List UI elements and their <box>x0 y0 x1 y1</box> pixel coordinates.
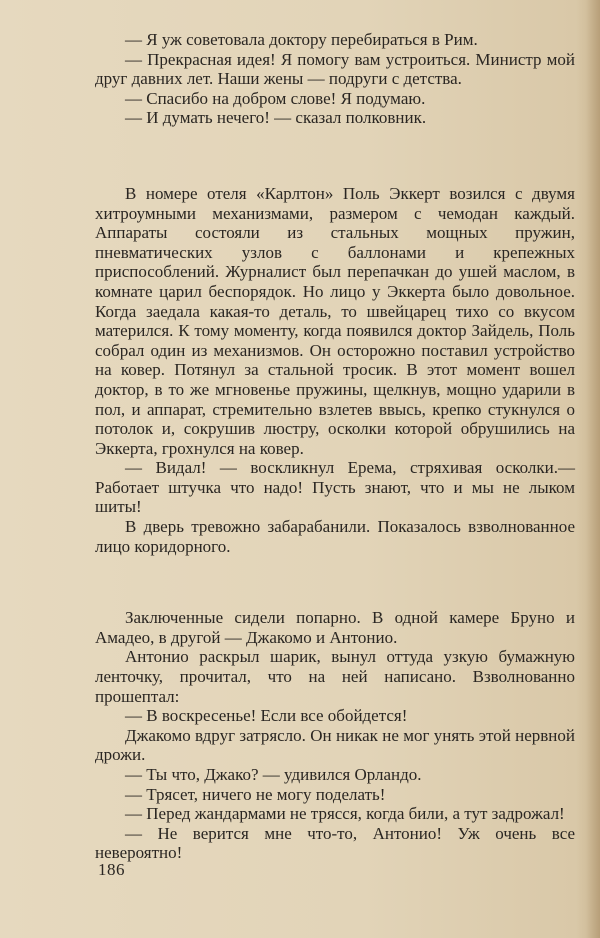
paragraph: — Видал! — воскликнул Ерема, стряхивая осколки.— Работает штучка что надо! Пусть знают, что и мы не лыком шиты! <box>95 458 575 517</box>
section-break <box>95 128 575 184</box>
paragraph: — В воскресенье! Если все обойдется! <box>125 706 408 726</box>
section-prisoners <box>95 608 575 863</box>
paragraph: — Трясет, ничего не могу поделать! <box>125 784 386 804</box>
paragraph: — Я уж советовала доктору перебираться в Рим. <box>125 30 478 49</box>
section-break <box>95 556 575 608</box>
paragraph: — Не верится мне что-то, Антонио! Уж очень все невероятно! <box>95 823 575 863</box>
paragraph: В номере отеля «Карлтон» Поль Эккерт возился с двумя хитроумными механизмами, размером с чемодан каждый. Аппараты состояли из стальных мощных пружин, пневматических узлов с баллонами и крепежных приспособлений. Журналист был перепачкан до ушей маслом, в комнате царил беспорядок. Но лицо у Эккерта было довольное. Когда заедала какая-то деталь, то швейцарец тихо со вкусом матерился. К тому моменту, когда появился доктор Зайдель, Поль собрал один из механизмов. Он осторожно поставил устройство на ковер. Потянул за стальной тросик. В этот момент вошел доктор, в то же мгновенье пружины, щелкнув, мощно ударили в пол, и аппарат, стремительно взлетев ввысь, крепко стукнулся о потолок и, сокрушив люстру, осколки которой обрушились на Эккерта, грохнулся на ковер. <box>95 183 575 458</box>
paragraph: — Прекрасная идея! Я помогу вам устроиться. Министр мой друг давних лет. Наши жены — подруги с детства. <box>95 49 575 89</box>
page-edge-shadow <box>586 0 600 938</box>
paragraph: Джакомо вдруг затрясло. Он никак не мог унять этой нервной дрожи. <box>95 725 575 765</box>
section-hotel-carlton <box>95 184 575 556</box>
paragraph: — Спасибо на добром слове! Я подумаю. <box>125 88 426 108</box>
paragraph: — Перед жандармами не трясся, когда били, а тут задрожал! <box>125 804 565 824</box>
paragraph: — И думать нечего! — сказал полковник. <box>125 108 427 128</box>
page-number: 186 <box>98 860 125 879</box>
paragraph: В дверь тревожно забарабанили. Показалось взволнованное лицо коридорного. <box>95 517 575 556</box>
section-dialogue-rome <box>95 30 575 128</box>
page-text <box>95 30 575 863</box>
paragraph: Заключенные сидели попарно. В одной камере Бруно и Амадео, в другой — Джакомо и Антонио. <box>95 608 575 647</box>
paragraph: — Ты что, Джако? — удивился Орландо. <box>125 765 422 784</box>
paragraph: Антонио раскрыл шарик, вынул оттуда узкую бумажную ленточку, прочитал, что на ней написано. Взволнованно прошептал: <box>95 647 575 706</box>
